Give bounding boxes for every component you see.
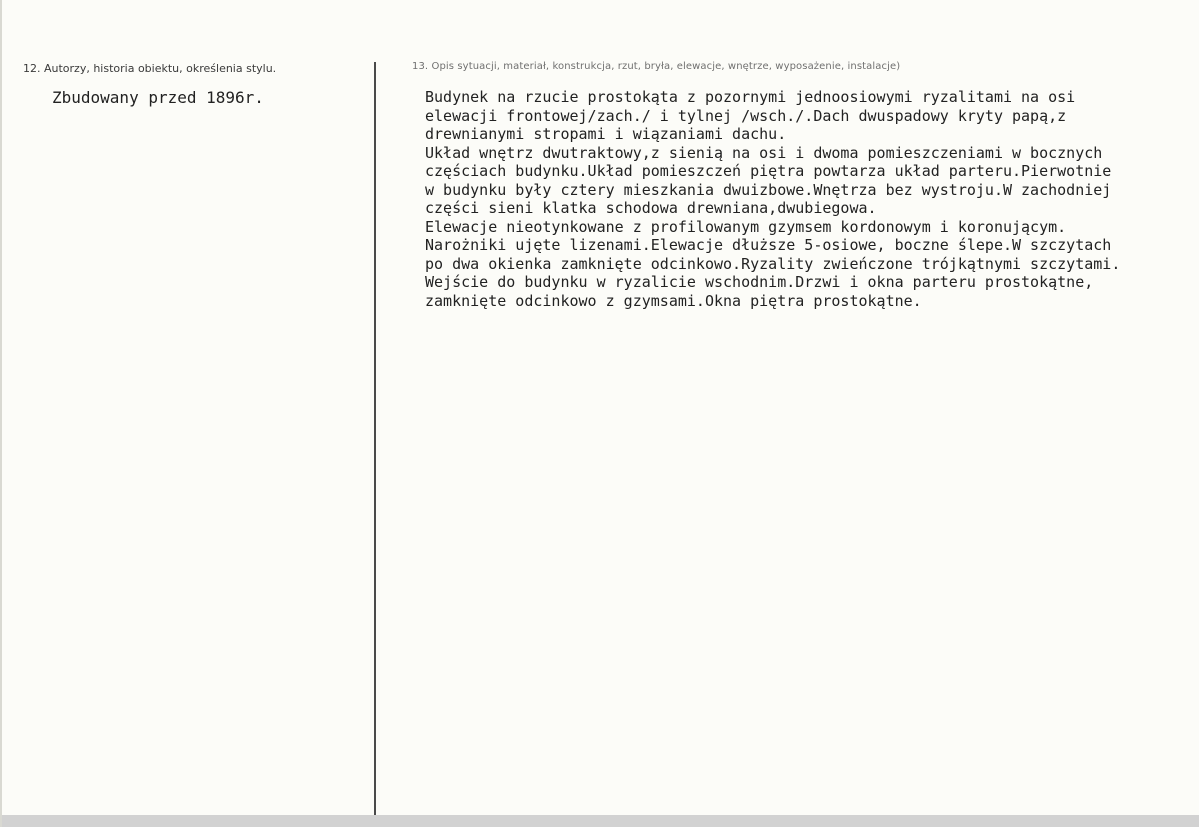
description-line: Budynek na rzucie prostokąta z pozornymi jednoosiowymi ryzalitami na osi: [425, 88, 1076, 106]
description-line: części sieni klatka schodowa drewniana,dwubiegowa.: [425, 199, 877, 217]
description-line: elewacji frontowej/zach./ i tylnej /wsch./.Dach dwuspadowy kryty papą,z: [425, 106, 1067, 125]
description-line: Wejście do budynku w ryzalicie wschodnim.Drzwi i okna parteru prostokątne,: [425, 273, 1094, 291]
description-line: zamknięte odcinkowo z gzymsami.Okna piętra prostokątne.: [425, 291, 922, 310]
description-line: Narożniki ujęte lizenami.Elewacje dłuższe 5-osiowe, boczne ślepe.W szczytach: [425, 236, 1112, 254]
description-heading: 13. Opis sytuacji, materiał, konstrukcja, rzut, bryła, elewacje, wnętrze, wyposażenie, instalacje): [412, 61, 901, 72]
description-line: drewnianymi stropami i wiązaniami dachu.: [425, 125, 787, 143]
authors-history-style-heading: 12. Autorzy, historia obiektu, określenia stylu.: [23, 62, 277, 75]
column-divider: [374, 62, 376, 818]
description-line: Układ wnętrz dwutraktowy,z sienią na osi i dwoma pomieszczeniami w bocznych: [425, 143, 1103, 162]
description-line: po dwa okienka zamknięte odcinkowo.Ryzality zwieńczone trójkątnymi szczytami.: [425, 254, 1121, 273]
building-description: [425, 88, 1185, 310]
description-line: częściach budynku.Układ pomieszczeń piętra powtarza układ parteru.Pierwotnie: [425, 162, 1112, 180]
card-bottom-edge: [2, 815, 1199, 827]
description-line: Elewacje nieotynkowane z profilowanym gzymsem kordonowym i koronującym.: [425, 217, 1067, 236]
description-line: w budynku były cztery mieszkania dwuizbowe.Wnętrza bez wystroju.W zachodniej: [425, 180, 1112, 199]
construction-date-text: Zbudowany przed 1896r.: [52, 88, 264, 107]
